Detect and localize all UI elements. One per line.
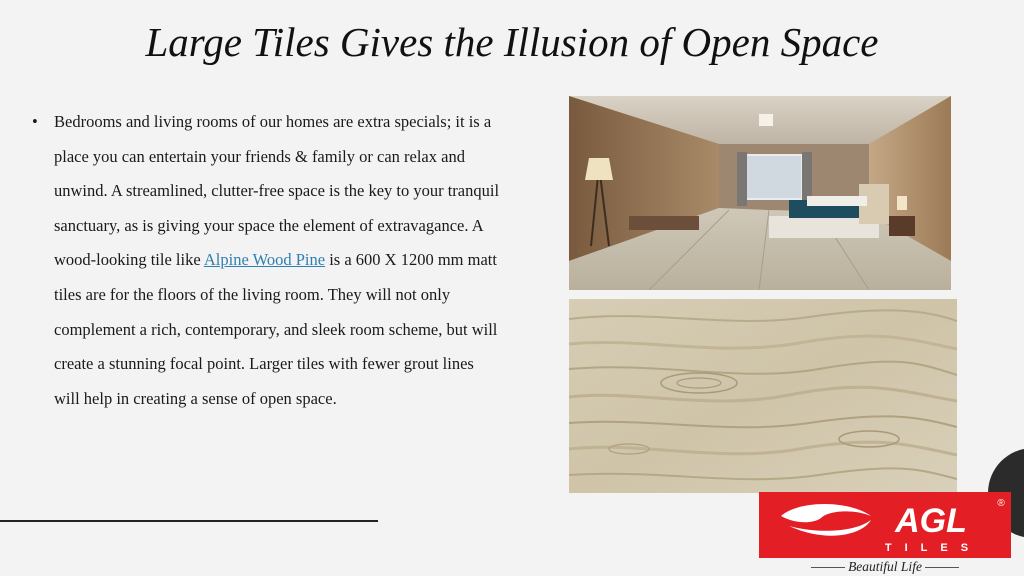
logo-red-box — [759, 492, 1011, 558]
paragraph-text-end: is a 600 X 1200 mm matt tiles are for the floors of the living room. They will not only complement a rich, contemporary, and sleek room scheme, but will create a stunning focal point. Larger tiles with fewer grout lines will help in creating a sense of open space. — [54, 250, 498, 408]
logo-name: AGL — [895, 502, 967, 540]
logo-sub: TILES — [884, 542, 982, 554]
divider-line — [0, 520, 378, 522]
logo-tagline — [759, 559, 1011, 575]
registered-mark: ® — [997, 498, 1005, 509]
tagline-text: Beautiful Life — [848, 559, 922, 574]
bullet-paragraph — [54, 105, 502, 416]
paragraph-text-start: Bedrooms and living rooms of our homes are extra specials; it is a place you can entertain your friends & family or can relax and unwind. A streamlined, clutter-free space is the key to your tranquil sanctuary, as is giving your space the element of extravagance. A wood-looking tile like — [54, 112, 500, 270]
agl-tiles-logo — [759, 492, 1011, 576]
slide-title: Large Tiles Gives the Illusion of Open Space — [145, 19, 879, 65]
wood-tile-texture — [569, 299, 957, 493]
bullet-marker: • — [32, 112, 38, 131]
alpine-wood-pine-link[interactable]: Alpine Wood Pine — [203, 250, 326, 270]
bullet-list — [32, 105, 502, 416]
bedroom-photo — [569, 96, 951, 290]
